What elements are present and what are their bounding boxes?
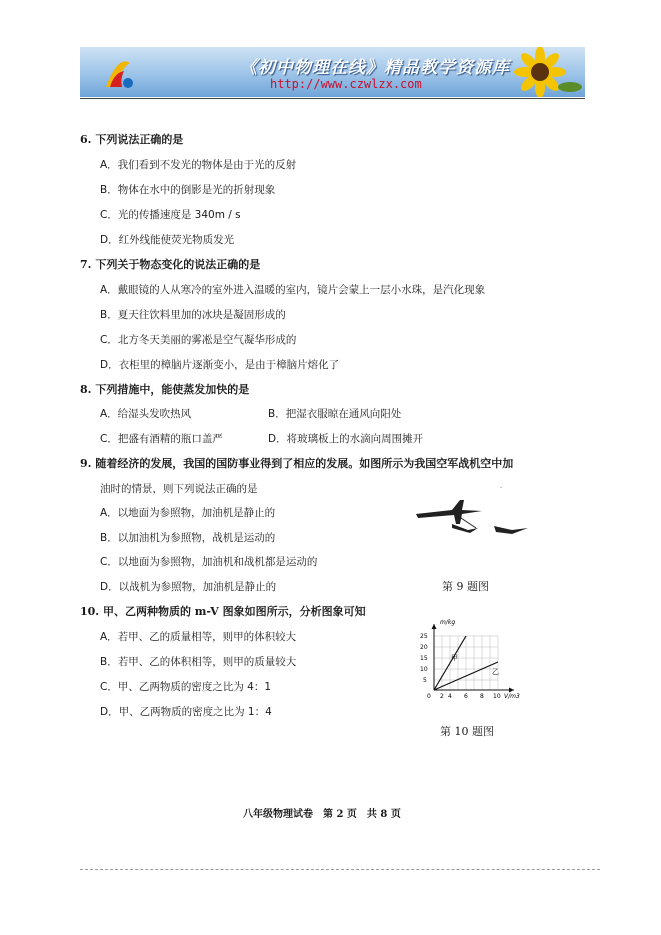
header-title: 《初中物理在线》精品教学资源库 bbox=[240, 58, 510, 78]
q10-option-c: C．甲、乙两物质的密度之比为 4：1 bbox=[100, 681, 272, 693]
line-yi-label: 乙 bbox=[492, 668, 499, 676]
q8-stem: 8. 下列措施中，能使蒸发加快的是 bbox=[80, 383, 250, 396]
mv-graph-ylabel: m/kg bbox=[440, 619, 456, 626]
q9-option-d: D．以战机为参照物，加油机是静止的 bbox=[100, 581, 277, 593]
svg-text:·: · bbox=[500, 484, 503, 492]
mv-graph bbox=[418, 618, 536, 708]
q6-option-d: D．红外线能使荧光物质发光 bbox=[100, 234, 235, 246]
y-tick-20: 20 bbox=[420, 644, 428, 651]
y-tick-15: 15 bbox=[420, 655, 428, 662]
q7-stem: 7. 下列关于物态变化的说法正确的是 bbox=[80, 258, 261, 271]
q7-option-c: C．北方冬天美丽的雾凇是空气凝华形成的 bbox=[100, 334, 297, 346]
q9-option-b: B．以加油机为参照物，战机是运动的 bbox=[100, 532, 276, 544]
refueling-aircraft-figure bbox=[412, 478, 532, 548]
q8-option-a: A．给湿头发吹热风 bbox=[100, 408, 192, 420]
q8-option-b: B．把湿衣服晾在通风向阳处 bbox=[268, 408, 402, 420]
header-rule bbox=[80, 98, 585, 99]
q9-stem-line2: 油时的情景，则下列说法正确的是 bbox=[100, 483, 258, 495]
q6-option-c: C．光的传播速度是 340m / s bbox=[100, 209, 241, 221]
x-tick-6: 6 bbox=[464, 693, 468, 700]
header-url[interactable]: http://www.czwlzx.com bbox=[270, 77, 422, 91]
q10-option-a: A．若甲、乙的质量相等，则甲的体积较大 bbox=[100, 631, 297, 643]
q7-option-d: D．衣柜里的樟脑片逐渐变小，是由于樟脑片熔化了 bbox=[100, 359, 340, 371]
y-tick-5: 5 bbox=[423, 677, 427, 684]
q9-option-c: C．以地面为参照物，加油机和战机都是运动的 bbox=[100, 556, 318, 568]
page-footer: 八年级物理试卷 第 2 页 共 8 页 bbox=[243, 809, 401, 820]
q6-option-b: B．物体在水中的倒影是光的折射现象 bbox=[100, 184, 276, 196]
y-tick-25: 25 bbox=[420, 633, 428, 640]
q9-figure-caption: 第 9 题图 bbox=[442, 580, 489, 593]
q7-option-b: B．夏天往饮料里加的冰块是凝固形成的 bbox=[100, 309, 286, 321]
x-tick-2: 2 bbox=[440, 693, 444, 700]
q9-option-a: A．以地面为参照物，加油机是静止的 bbox=[100, 507, 276, 519]
origin-label: 0 bbox=[427, 693, 431, 700]
bottom-rule bbox=[80, 869, 600, 870]
q6-stem: 6. 下列说法正确的是 bbox=[80, 133, 184, 146]
q6-option-a: A．我们看到不发光的物体是由于光的反射 bbox=[100, 159, 297, 171]
header-banner bbox=[80, 47, 585, 97]
q8-option-d: D．将玻璃板上的水滴向周围摊开 bbox=[268, 433, 424, 445]
q10-stem: 10. 甲、乙两种物质的 m-V 图象如图所示，分析图象可知 bbox=[80, 605, 366, 618]
sunflower-icon bbox=[488, 47, 583, 97]
mv-graph-xlabel: V/m3 bbox=[504, 693, 520, 700]
y-tick-10: 10 bbox=[420, 666, 428, 673]
q10-option-d: D．甲、乙两物质的密度之比为 1：4 bbox=[100, 706, 272, 718]
logo-icon bbox=[98, 53, 138, 93]
q9-stem-line1: 9. 随着经济的发展，我国的国防事业得到了相应的发展。如图所示为我国空军战机空中加 bbox=[80, 457, 514, 470]
q10-option-b: B．若甲、乙的体积相等，则甲的质量较大 bbox=[100, 656, 297, 668]
x-tick-8: 8 bbox=[480, 693, 484, 700]
x-tick-4: 4 bbox=[448, 693, 452, 700]
q7-option-a: A．戴眼镜的人从寒冷的室外进入温暖的室内，镜片会蒙上一层小水珠，是汽化现象 bbox=[100, 284, 486, 296]
q8-option-c: C．把盛有酒精的瓶口盖严 bbox=[100, 433, 223, 445]
line-jia-label: 甲 bbox=[451, 654, 458, 662]
x-tick-10: 10 bbox=[493, 693, 501, 700]
q10-figure-caption: 第 10 题图 bbox=[440, 725, 494, 738]
